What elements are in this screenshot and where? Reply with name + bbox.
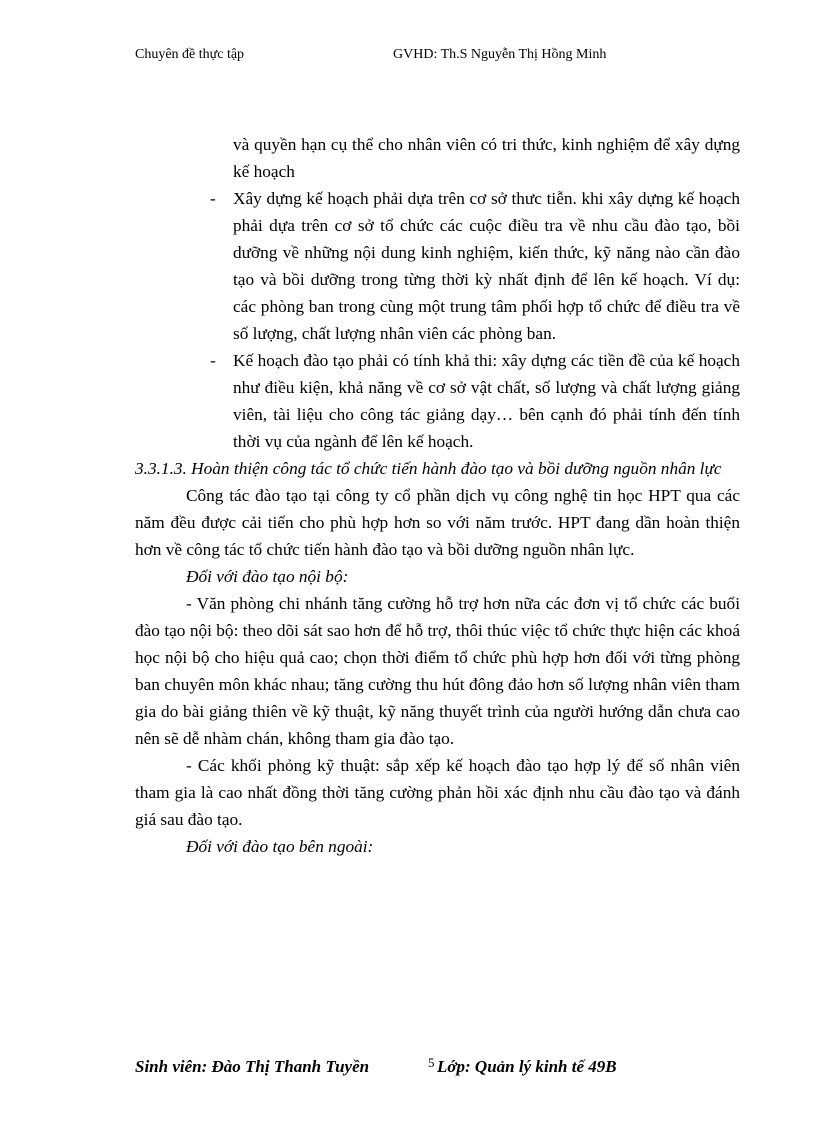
subheading-external-training: Đối với đào tạo bên ngoài:: [186, 837, 374, 856]
header-supervisor: GVHD: Th.S Nguyễn Thị Hồng Minh: [393, 47, 607, 62]
page-number: 5: [428, 1055, 435, 1070]
header-title: Chuyên đề thực tập: [135, 47, 245, 62]
continued-paragraph: và quyền hạn cụ thể cho nhân viên có tri thức, kinh nghiệm để xây dựng kế hoạch: [233, 135, 740, 181]
subheading-internal-training: Đối với đào tạo nội bộ:: [186, 567, 349, 586]
bullet-text: Xây dựng kế hoạch phải dựa trên cơ sở thưc tiễn. khi xây dựng kế hoạch phải dựa trên cơ sở tổ chức các cuộc điều tra về nhu cầu đào tạo, bồi dưỡng về những nội dung kinh nghiệm, kiến thức, kỹ năng nào cần đào tạo và bồi dưỡng trong từng thời kỳ nhất định để lên kế hoạch. Ví dụ: các phòng ban trong cùng một trung tâm phối hợp tổ chức để điều tra về số lượng, chất lượng nhân viên các phòng ban.: [233, 189, 740, 343]
paragraph-intro: Công tác đào tạo tại công ty cổ phần dịch vụ công nghệ tin học HPT qua các năm đều được cải tiến cho phù hợp hơn so với năm trước. HPT đang dần hoàn thiện hơn về công tác tổ chức tiến hành đào tạo và bồi dưỡng nguồn nhân lực.: [135, 486, 740, 559]
bullet-item-1: [135, 185, 740, 347]
bullet-item-2: [135, 347, 740, 455]
bullet-dash: -: [210, 189, 216, 208]
section-heading: 3.3.1.3. Hoàn thiện công tác tổ chức tiến hành đào tạo và bồi dưỡng nguồn nhân lực: [135, 459, 722, 478]
page-body: [135, 131, 740, 860]
paragraph-branch-office: - Văn phòng chi nhánh tăng cường hỗ trợ hơn nữa các đơn vị tổ chức các buổi đào tạo nội bộ: theo dõi sát sao hơn để hỗ trợ, thôi thúc việc tổ chức thực hiện các khoá học nội bộ cho hiệu quả cao; chọn thời điểm tổ chức phù hợp hơn đối với từng phòng ban chuyên môn khác nhau; tăng cường thu hút đông đảo hơn số lượng nhân viên tham gia do bài giảng thiên về kỹ thuật, kỹ năng thuyết trình của người hướng dẫn chưa cao nên sẽ dễ nhàm chán, không tham gia đào tạo.: [135, 594, 740, 748]
footer-student: Sinh viên: Đào Thị Thanh Tuyền: [135, 1057, 370, 1076]
bullet-dash: -: [210, 351, 216, 370]
bullet-text: Kế hoạch đào tạo phải có tính khả thi: xây dựng các tiền đề của kế hoạch như điều kiện, khả năng về cơ sở vật chất, số lượng và chất lượng giảng viên, tài liệu cho công tác giảng dạy… bên cạnh đó phải tính đến tính thời vụ của ngành để lên kế hoạch.: [233, 351, 740, 451]
footer-class: Lớp: Quản lý kinh tế 49B: [437, 1057, 617, 1076]
page-footer: [0, 1057, 816, 1081]
paragraph-technical-blocks: - Các khối phỏng kỹ thuật: sắp xếp kế hoạch đào tạo hợp lý để số nhân viên tham gia là cao nhất đồng thời tăng cường phản hồi xác định nhu cầu đào tạo và đánh giá sau đào tạo.: [135, 756, 740, 829]
page-header: [0, 47, 816, 67]
